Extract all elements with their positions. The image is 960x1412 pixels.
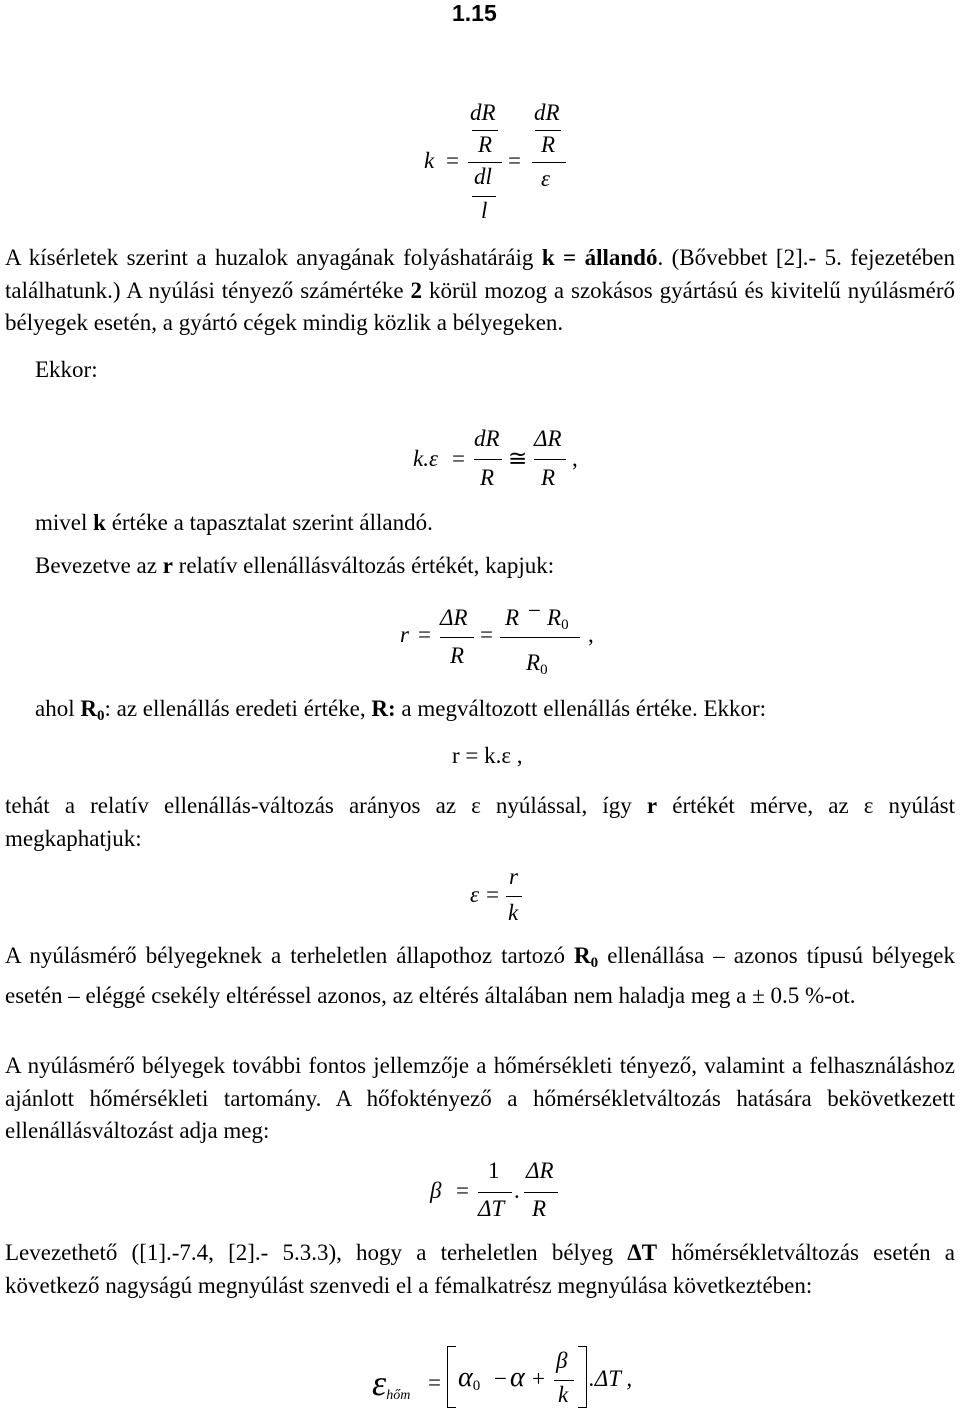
f6-num2: ΔR — [526, 1158, 554, 1183]
p4-r0-letter: R — [80, 696, 97, 721]
f1-num-bottom: R — [478, 132, 493, 157]
f1-main-rule-2 — [532, 162, 566, 163]
f2-frac2-num: ΔR — [534, 426, 562, 451]
paragraph-3 — [35, 550, 554, 583]
f6-num1: 1 — [488, 1158, 500, 1183]
paragraph-6 — [5, 940, 955, 1012]
f3-frac2-rule — [500, 637, 580, 638]
f1-main-rule-1 — [468, 162, 502, 163]
f6-equals: = — [456, 1178, 469, 1203]
f1-num-rule — [472, 130, 498, 131]
f3-r0-den-sub: 0 — [540, 662, 548, 678]
f3-r0-num-sub: 0 — [561, 617, 569, 633]
f3-equals-2: = — [480, 622, 493, 647]
p2-text-a: mivel — [35, 510, 94, 535]
p8-text-a: Levezethető ([1].-7.4, [2].- 5.3.3), hogy a terheletlen bélyeg — [5, 1240, 628, 1265]
p8-text-c: hőmérsékletváltozás esetén a következő nagyságú megnyúlást szenvedi el a fémalkatrész megnyúlása következtében: — [5, 1240, 955, 1298]
f1-num2-rule — [535, 130, 561, 131]
p6-r0-sub: 0 — [590, 955, 599, 971]
f3-frac1-rule — [440, 637, 474, 638]
f1-equals: = — [446, 148, 459, 173]
f1-den-top: dl — [474, 164, 492, 189]
p4-text-e: a megváltozott ellenállás értéke. Ekkor: — [395, 696, 767, 721]
paragraph-8 — [5, 1237, 955, 1302]
f7-alpha: α — [510, 1362, 525, 1393]
f3-frac2-num-b — [547, 605, 569, 634]
p5-text-c: értékét mérve, az ε nyúlást megkaphatjuk: — [5, 793, 956, 851]
p4-r0-sub: 0 — [96, 708, 105, 724]
p3-r: r — [162, 553, 173, 578]
p1-text-e: körül mozog a szokásos gyártású és kivitelű nyúlásmérő bélyegek esetén, a gyártó cégek mindig közlik a bélyegeken. — [5, 277, 955, 335]
f2-frac2-den: R — [541, 465, 556, 490]
f3-comma: , — [588, 622, 594, 647]
f3-frac2-den — [526, 650, 548, 679]
f6-lhs: β — [430, 1178, 442, 1203]
f2-approx: ≅ — [508, 446, 528, 471]
f7-epsilon-sub: hőm — [386, 1388, 411, 1403]
paragraph-2 — [35, 507, 433, 540]
paragraph-1 — [5, 242, 955, 340]
p1-k-constant: k = állandó — [541, 245, 658, 270]
p6-text-c: ellenállása – azonos típusú bélyegek esetén – eléggé csekély eltéréssel azonos, az eltérés általában nem haladja meg a ± 0.5 %-ot. — [5, 943, 955, 1008]
p2-k: k — [93, 510, 106, 535]
paragraph-4 — [35, 693, 766, 733]
f1-equals-2: = — [508, 148, 521, 173]
f1-den-bottom: l — [481, 198, 488, 223]
f7-left-bracket — [447, 1346, 456, 1408]
f7-right-bracket — [578, 1346, 587, 1408]
f7-frac-num: β — [556, 1348, 568, 1373]
p7-text: A nyúlásmérő bélyegek további fontos jellemzője a hőmérsékleti tényező, valamint a felhasználáshoz ajánlott hőmérsékleti tartomány. A hőfoktényező a hőmérsékletváltozás hatására bekövetkezett ellenállásváltozást adja meg: — [5, 1053, 955, 1143]
p6-text-a: A nyúlásmérő bélyegeknek a terheletlen állapothoz tartozó — [5, 943, 575, 968]
p1-value-2: 2 — [410, 277, 423, 303]
f3-frac1-den: R — [450, 643, 465, 668]
p4-r-label: R: — [371, 696, 396, 721]
f3-r0-den: R — [526, 650, 541, 675]
p1-text-a: A kísérletek szerint a huzalok anyagának folyáshatáráig — [5, 245, 542, 270]
f2-comma: , — [572, 446, 578, 471]
f5-num: r — [509, 864, 518, 889]
formula-r-equals-k-epsilon: r = k.ε , — [452, 743, 523, 768]
p3-text-c: relatív ellenállásváltozás értékét, kapjuk: — [172, 553, 555, 578]
f7-tail: .ΔT , — [589, 1366, 633, 1391]
f5-den: k — [508, 900, 519, 925]
f2-frac1-den: R — [480, 465, 495, 490]
f3-equals: = — [418, 622, 431, 647]
f7-alpha0-letter: α — [458, 1362, 473, 1393]
f7-epsilon: ε — [372, 1363, 387, 1403]
paragraph-5 — [5, 790, 955, 855]
p4-text-a: ahol — [35, 696, 81, 721]
f7-equals: = — [428, 1370, 441, 1395]
f3-frac1-num: ΔR — [440, 605, 468, 630]
p8-delta-t: ΔT — [627, 1240, 658, 1265]
paragraph-7 — [5, 1050, 955, 1148]
f5-lhs: ε — [470, 882, 480, 907]
f3-r0-num: R — [547, 605, 562, 630]
page-number: 1.15 — [452, 0, 497, 26]
p5-r: r — [646, 793, 658, 818]
p5-text-a: tehát a relatív ellenállás-változás arányos az ε nyúlással, így — [5, 793, 647, 818]
f7-frac-rule — [554, 1380, 574, 1381]
f7-lhs — [372, 1362, 410, 1404]
p6-r0-letter: R — [574, 943, 591, 968]
f1-lhs: k — [424, 148, 435, 173]
f3-frac2-num-a: R — [505, 605, 520, 630]
f3-lhs: r — [400, 622, 409, 647]
f2-lhs: k.ε — [413, 446, 439, 471]
p1-text-c: . (Bővebbet [2].- 5. fejezetében találhatunk.) A nyúlási tényező számértéke — [5, 245, 955, 303]
p3-text-a: Bevezetve az — [35, 553, 163, 578]
f5-rule — [506, 896, 522, 897]
f2-frac1-rule — [474, 459, 502, 460]
f7-frac-den: k — [558, 1382, 569, 1407]
p6-r0 — [574, 943, 599, 971]
f1-num2-bottom: R — [541, 132, 556, 157]
f7-alpha0 — [458, 1362, 480, 1395]
f5-equals: = — [486, 882, 499, 907]
f1-num-top: dR — [470, 100, 496, 125]
f2-frac1-num: dR — [474, 426, 500, 451]
f1-den2: ε — [541, 166, 551, 191]
f2-frac2-rule — [534, 459, 566, 460]
f2-equals: = — [452, 446, 465, 471]
p4-text-c: : az ellenállás eredeti értéke, — [104, 696, 372, 721]
p4-r0 — [80, 696, 105, 724]
f3-frac2-minus: − — [528, 598, 541, 623]
f6-rule1 — [478, 1192, 512, 1193]
p2-text-c: értéke a tapasztalat szerint állandó. — [105, 510, 433, 535]
f6-den1: ΔT — [478, 1196, 505, 1221]
ekkor-label-1: Ekkor: — [35, 357, 98, 382]
f1-den-rule — [472, 196, 496, 197]
f6-den2: R — [532, 1196, 547, 1221]
f7-plus: + — [532, 1366, 545, 1391]
f6-rule2 — [524, 1192, 558, 1193]
f6-dot: . — [514, 1178, 520, 1203]
f7-minus: − — [494, 1366, 507, 1391]
f1-num2-top: dR — [534, 100, 560, 125]
f7-alpha0-sub: 0 — [472, 1378, 481, 1394]
